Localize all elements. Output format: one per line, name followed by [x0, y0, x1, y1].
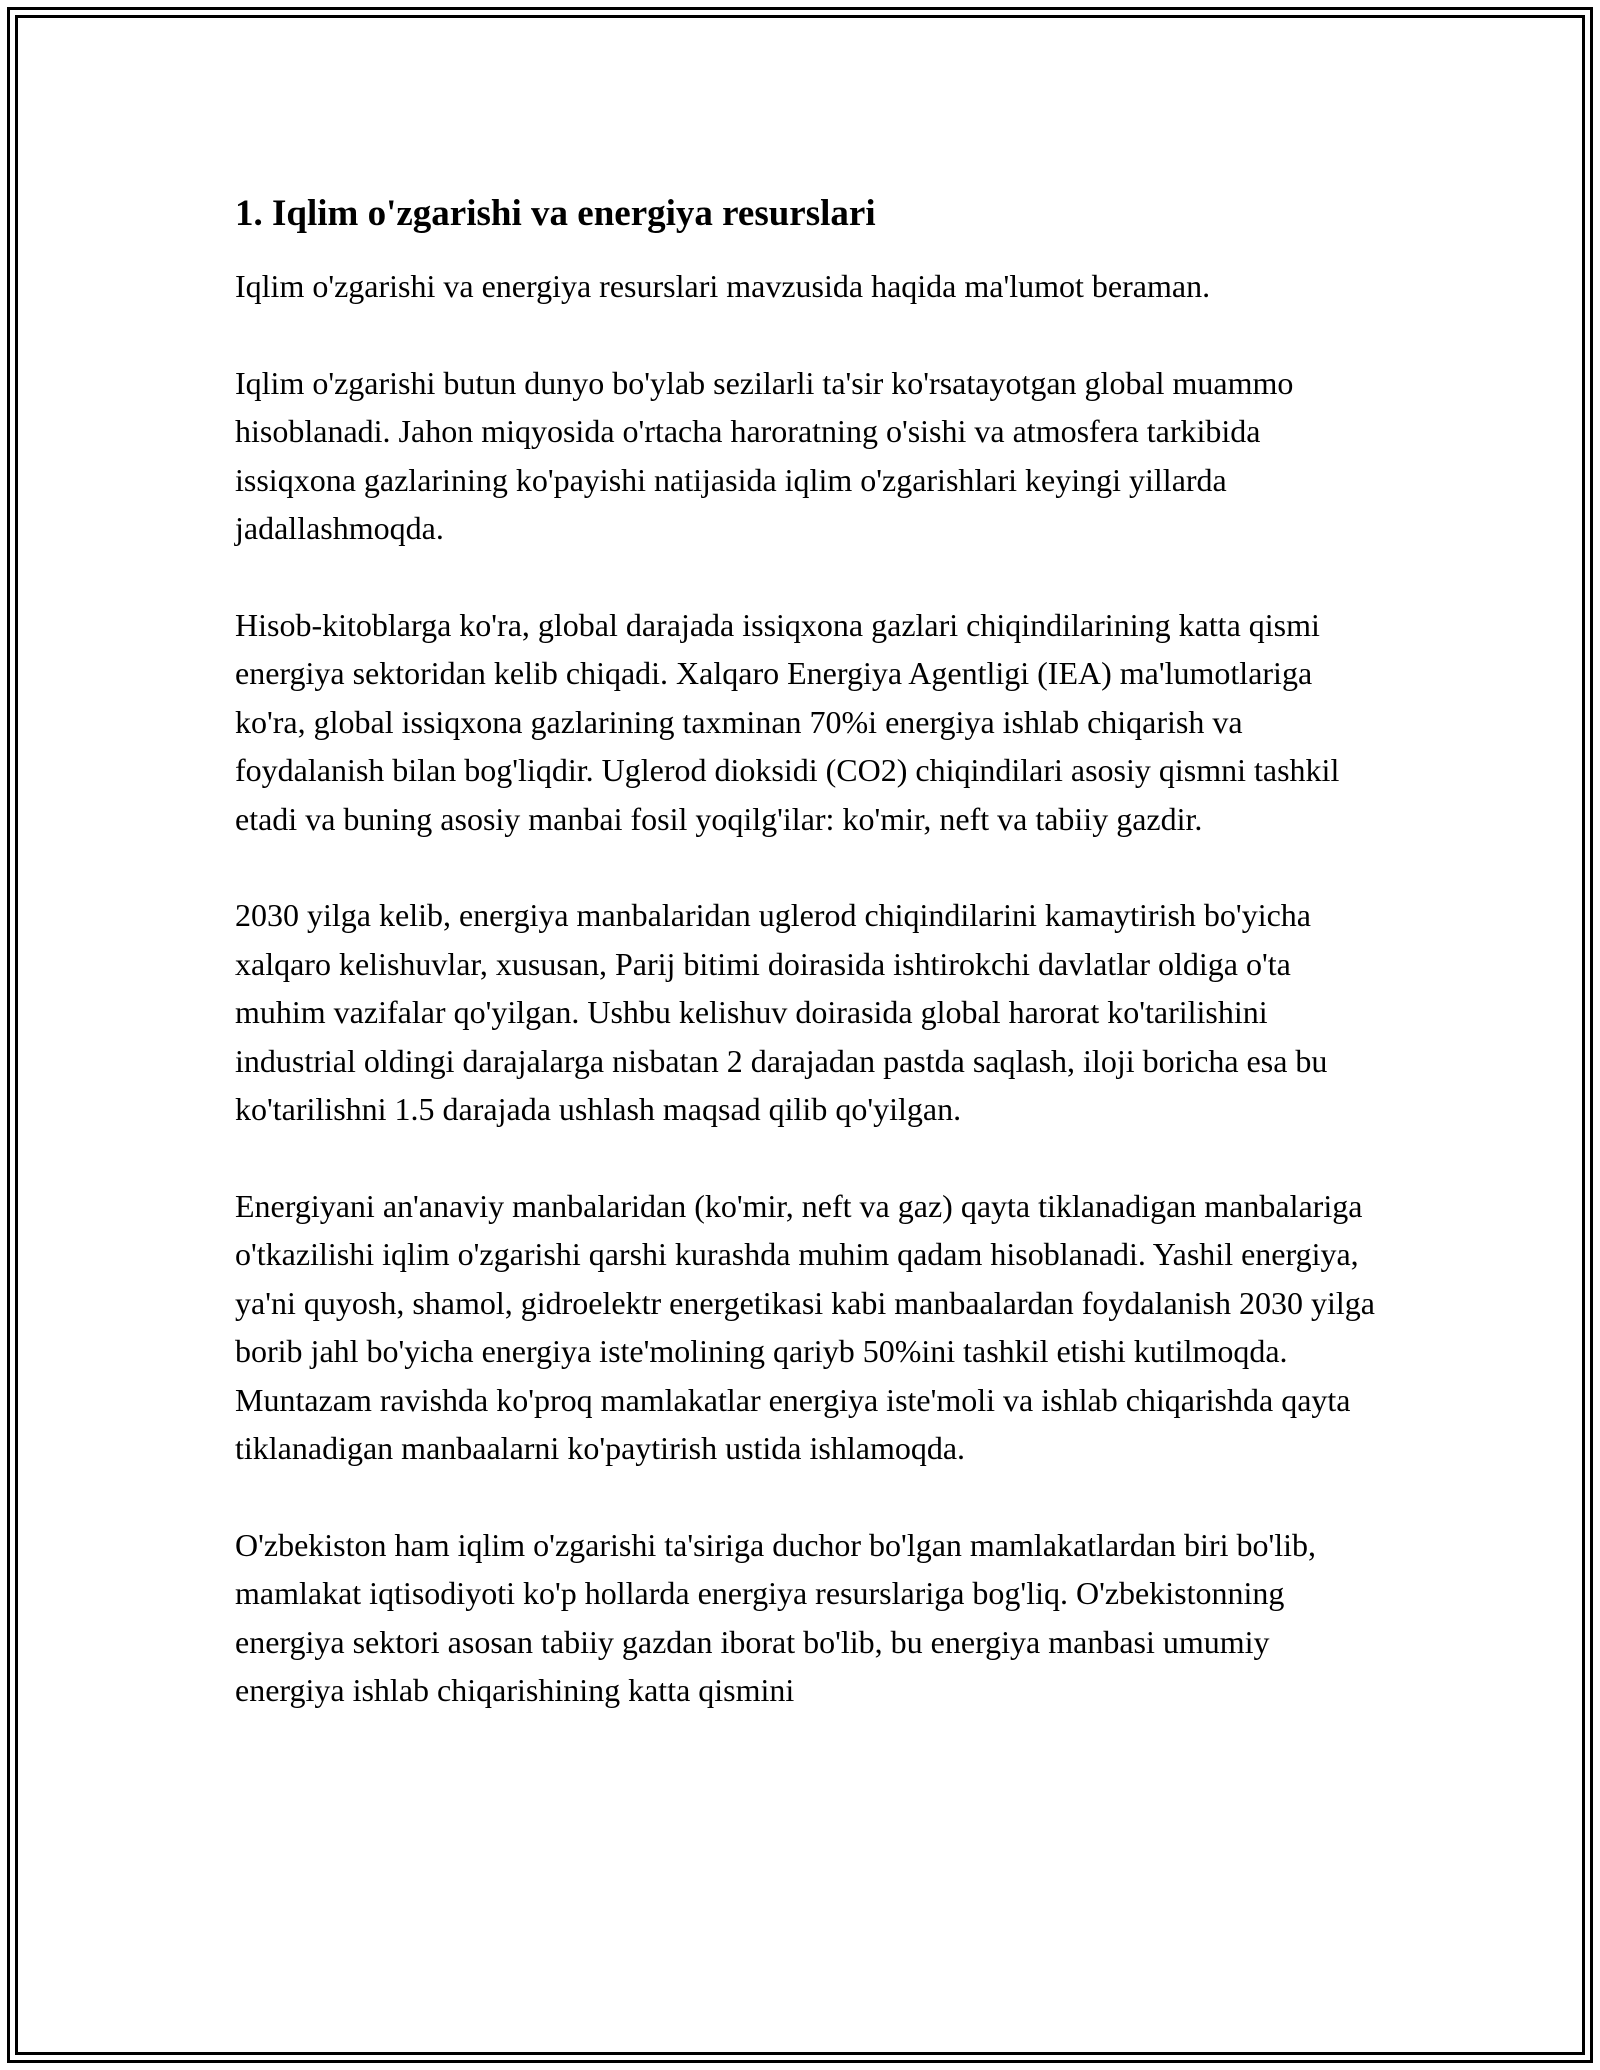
document-body — [235, 188, 1385, 1763]
paragraph-emissions: Hisob-kitoblarga ko'ra, global darajada issiqxona gazlari chiqindilarining katta qismi energiya sektoridan kelib chiqadi. Xalqaro Energiya Agentligi (IEA) ma'lumotlariga ko'ra, global issiqxona gazlarining taxminan 70%i energiya ishlab chiqarish va foydalanish bilan bog'liqdir. Uglerod dioksidi (CO2) chiqindilari asosiy qismni tashkil etadi va buning asosiy manbai fosil yoqilg'ilar: ko'mir, neft va tabiiy gazdir. — [235, 606, 1340, 837]
paragraph-paris-agreement: 2030 yilga kelib, energiya manbalaridan uglerod chiqindilarini kamaytirish bo'yicha xalqaro kelishuvlar, xususan, Parij bitimi doirasida ishtirokchi davlatlar oldiga o'ta muhim vazifalar qo'yilgan. Ushbu kelishuv doirasida global harorat ko'tarilishini industrial oldingi darajalarga nisbatan 2 darajadan pastda saqlash, iloji boricha esa bu ko'tarilishni 1.5 darajada ushlash maqsad qilib qo'yilgan. — [235, 897, 1328, 1127]
paragraph-uzbekistan: O'zbekiston ham iqlim o'zgarishi ta'siriga duchor bo'lgan mamlakatlardan biri bo'lib, mamlakat iqtisodiyoti ko'p hollarda energiya resurslariga bog'liq. O'zbekistonning energiya sektori asosan tabiiy gazdan iborat bo'lib, bu energiya manbasi umumiy energiya ishlab chiqarishining katta qismini — [235, 1526, 1317, 1708]
paragraph-renewables: Energiyani an'anaviy manbalaridan (ko'mir, neft va gaz) qayta tiklanadigan manbalariga o'tkazilishi iqlim o'zgarishi qarshi kurashda muhim qadam hisoblanadi. Yashil energiya, ya'ni quyosh, shamol, gidroelektr energetikasi kabi manbaalardan foydalanish 2030 yilga borib jahl bo'yicha energiya iste'molining qariyb 50%ini tashkil etishi kutilmoqda. Muntazam ravishda ko'proq mamlakatlar energiya iste'moli va ishlab chiqarishda qayta tiklanadigan manbaalarni ko'paytirish ustida ishlamoqda. — [235, 1187, 1375, 1466]
paragraph-climate-problem: Iqlim o'zgarishi butun dunyo bo'ylab sezilarli ta'sir ko'rsatayotgan global muammo hisoblanadi. Jahon miqyosida o'rtacha haroratning o'sishi va atmosfera tarkibida issiqxona gazlarining ko'payishi natijasida iqlim o'zgarishlari keyingi yillarda jadallashmoqda. — [235, 364, 1294, 546]
section-heading: 1. Iqlim o'zgarishi va energiya resurslari — [235, 193, 876, 234]
paragraph-intro: Iqlim o'zgarishi va energiya resurslari mavzusida haqida ma'lumot beraman. — [235, 268, 1211, 304]
